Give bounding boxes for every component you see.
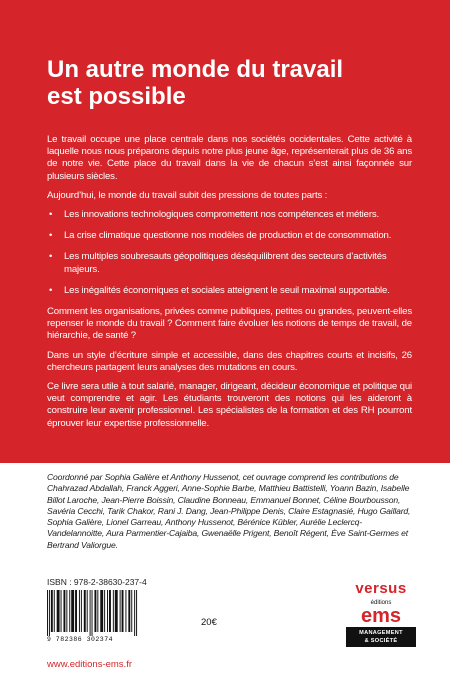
collection-label [346, 627, 416, 647]
publisher-panel [0, 463, 450, 699]
pressure-list [47, 209, 412, 297]
title-line-2: est possible [47, 83, 186, 110]
book-title [47, 56, 427, 110]
editions-label: éditions [370, 600, 392, 606]
lead-paragraph: Aujourd’hui, le monde du travail subit des pressions de toutes parts : [47, 189, 328, 201]
list-item: • Les inégalités économiques et sociales atteignent le seuil maximal supportable. [47, 285, 412, 297]
barcode-number: 9 782386 302374 [47, 636, 114, 643]
style-paragraph: Dans un style d’écriture simple et accessible, dans des chapitres courts et incisifs, 26 chercheurs partagent leurs analyses des mutations en cours. [47, 349, 412, 373]
blurb [47, 134, 412, 437]
audience-paragraph: Ce livre sera utile à tout salarié, manager, dirigeant, décideur économique et politique qui veut comprendre et agir. Les étudiants trouveront des notions qui les aideront à construire leur avenir professionnel. Les spécialistes de la formation et des RH pourront éprouver leur expertise professionnelle. [47, 381, 412, 429]
barcode [47, 590, 139, 636]
question-paragraph: Comment les organisations, privées comme publiques, petites ou grandes, peuvent-elles repenser le monde du travail ? Comment faire évoluer les notions de temps de travail, de hiérarchie, de santé ? [47, 306, 412, 342]
collection-societe: & SOCIÉTÉ [364, 638, 398, 644]
versus-logo: versus [355, 580, 407, 597]
ems-logo: ems [360, 605, 402, 627]
price: 20€ [201, 617, 217, 628]
isbn: ISBN : 978-2-38630-237-4 [47, 577, 147, 587]
publisher-logo [346, 581, 416, 647]
publisher-website-link[interactable]: www.editions-ems.fr [47, 659, 132, 670]
list-item: • La crise climatique questionne nos modèles de production et de consommation. [47, 230, 412, 242]
list-item: • Les multiples soubresauts géopolitiques déséquilibrent des secteurs d’activités majeurs. [47, 251, 412, 275]
title-line-1: Un autre monde du travail [47, 56, 344, 83]
list-item: • Les innovations technologiques compromettent nos compétences et métiers. [47, 209, 412, 221]
collection-management: MANAGEMENT [359, 630, 403, 636]
contributors-credits: Coordonné par Sophia Galière et Anthony Hussenot, cet ouvrage comprend les contributions de Chahrazad Abdallah, Franck Aggeri, Anne-Sophie Barbe, Matthieu Battistelli, Yoann Bazin, Isabelle Billot Laroche, Jean-Pierre Boissin, Claudine Bonneau, Emmanuel Bonnet, Céline Bourbousson, Savéria Cecchi, Tarik Chakor, Rani J. Dang, Jean-Philippe Denis, Claire Estagnasié, Hugo Gaillard, Sophia Galière, Lionel Garreau, Anthony Hussenot, Bérénice Kübler, Aurélie Leclercq-Vandelannoitte, Aura Parmentier-Cajaiba, Gwenaëlle Prigent, Benoît Régent, Ève Saint-Germes et Bertrand Valiorgue. [47, 472, 411, 550]
intro-paragraph: Le travail occupe une place centrale dans nos sociétés occidentales. Cette activité à laquelle nous nous préparons depuis notre plus jeune âge, représenterait plus de 36 ans de notre vie. Cette place du travail dans la vie de chacun s’est ainsi façonnée sur plusieurs siècles. [47, 134, 412, 182]
